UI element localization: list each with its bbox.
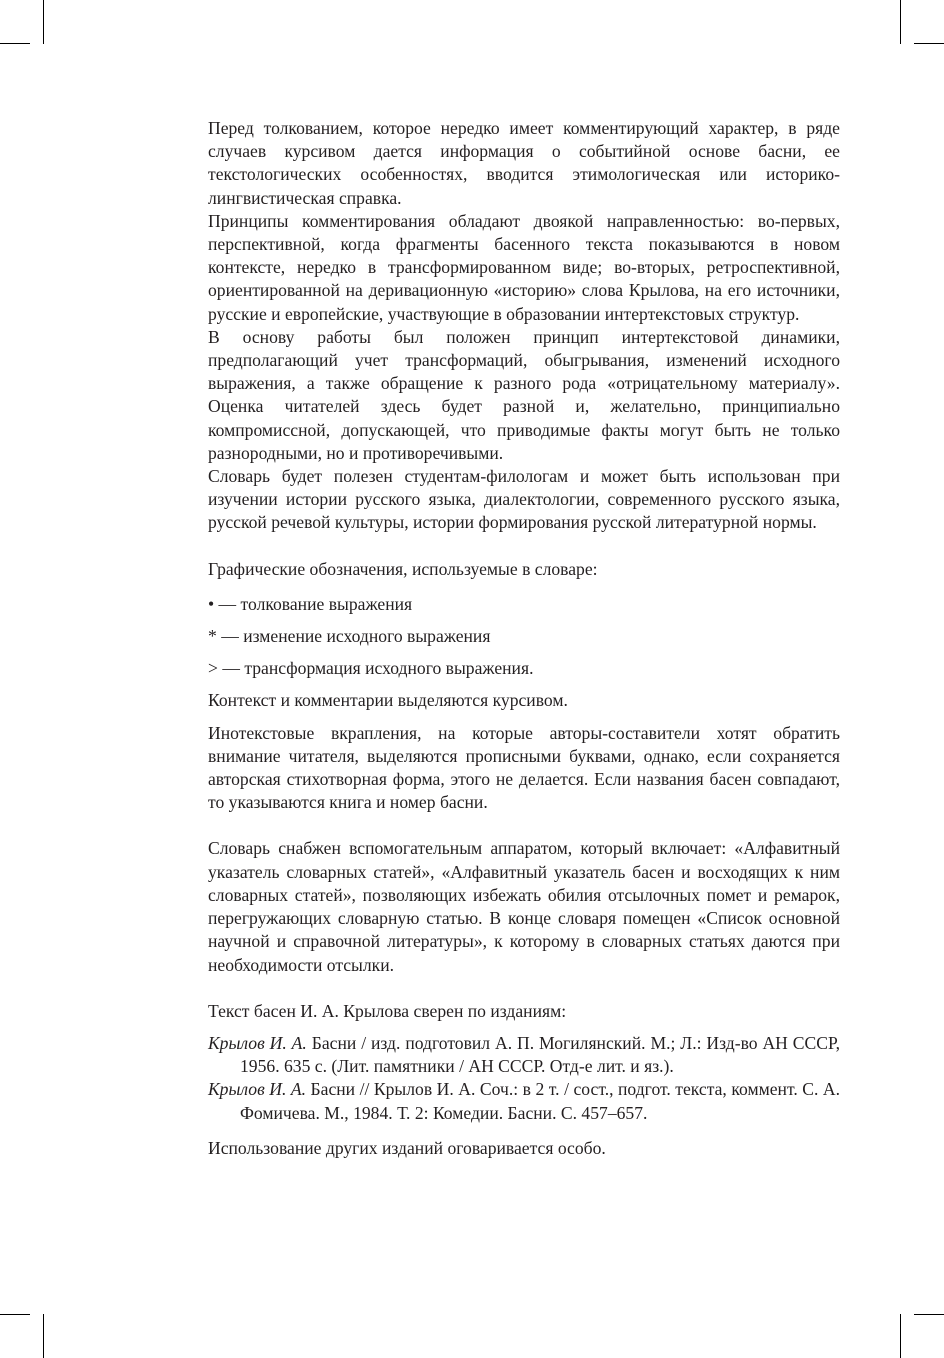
crop-mark-bottom-left xyxy=(43,1314,44,1358)
crop-mark-top-right xyxy=(900,0,901,44)
reference-1-text: Басни / изд. подготовил А. П. Могилянский. М.; Л.: Изд-во АН СССР, 1956. 635 с. (Лит. памятники / АН СССР. Отд-е лит. и яз.). xyxy=(240,1032,840,1077)
sources-intro: Текст басен И. А. Крылова сверен по изданиям: xyxy=(208,1000,567,1021)
paragraph-audience: Словарь будет полезен студентам-филологам и может быть использован при изучении истории русского языка, диалектологии, современного русского языка, русской речевой культуры, истории формирования русской литературной нормы. xyxy=(208,466,840,533)
crop-mark-bottom-right-h xyxy=(914,1314,944,1315)
paragraph-intertext: Инотекстовые вкрапления, на которые авторы-составители хотят обратить внимание читателя, выделяются прописными буквами, однако, если сохраняется авторская стихотворная форма, этого не делается. Если названия басен совпадают, то указываются книга и номер басни. xyxy=(208,722,840,813)
symbol-bullet: • — толкование выражения xyxy=(208,593,413,614)
context-note: Контекст и комментарии выделяются курсивом. xyxy=(208,690,568,711)
reference-2-author: Крылов И. А. xyxy=(208,1079,307,1100)
symbols-intro: Графические обозначения, используемые в словаре: xyxy=(208,558,598,579)
page-body xyxy=(208,117,840,1160)
reference-1-author: Крылов И. А. xyxy=(208,1032,307,1053)
reference-2 xyxy=(208,1078,840,1124)
reference-1 xyxy=(208,1032,840,1078)
paragraph-commentary: Перед толкованием, которое нередко имеет комментирующий характер, в ряде случаев курсивом дается информация о событийной основе басни, ее текстологических особенностях, вводится этимологическая или историко-лингвистическая справка. xyxy=(208,118,840,208)
closing-note: Использование других изданий оговаривается особо. xyxy=(208,1137,606,1158)
crop-mark-bottom-left-h xyxy=(0,1314,30,1315)
paragraph-basis: В основу работы был положен принцип интертекстовой динамики, предполагающий учет трансформаций, обыгрывания, изменений исходного выражения, а также обращение к разного рода «отрицательному материалу». Оценка читателей здесь будет разной и, желательно, принципиально компромиссной, допускающей, что приводимые факты могут быть не только разнородными, но и противоречивыми. xyxy=(208,326,840,463)
paragraph-apparatus: Словарь снабжен вспомогательным аппаратом, который включает: «Алфавитный указатель словарных статей», «Алфавитный указатель басен и восходящих к ним словарных статей», позволяющих избежать обилия отсылочных помет и ремарок, перегружающих словарную статью. В конце словаря помещен «Список основной научной и справочной литературы», к которому в словарных статьях даются при необходимости отсылки. xyxy=(208,838,840,975)
crop-mark-top-left-h xyxy=(0,43,30,44)
crop-mark-top-right-h xyxy=(914,43,944,44)
paragraph-principles: Принципы комментирования обладают двоякой направленностью: во-первых, перспективной, когда фрагменты басенного текста показываются в новом контексте, нередко в трансформированном виде; во-вторых, ретроспективной, ориентированной на деривационную «историю» слова Крылова, на его источники, русские и европейские, участвующие в образовании интертекстовых структур. xyxy=(208,210,840,324)
crop-mark-top-left xyxy=(43,0,44,44)
crop-mark-bottom-right xyxy=(900,1314,901,1358)
symbol-greater: > — трансформация исходного выражения. xyxy=(208,658,534,679)
symbol-asterisk: * — изменение исходного выражения xyxy=(208,626,491,647)
reference-2-text: Басни // Крылов И. А. Соч.: в 2 т. / сост., подгот. текста, коммент. С. А. Фомичева. М., 1984. Т. 2: Комедии. Басни. С. 457–657. xyxy=(240,1079,841,1123)
